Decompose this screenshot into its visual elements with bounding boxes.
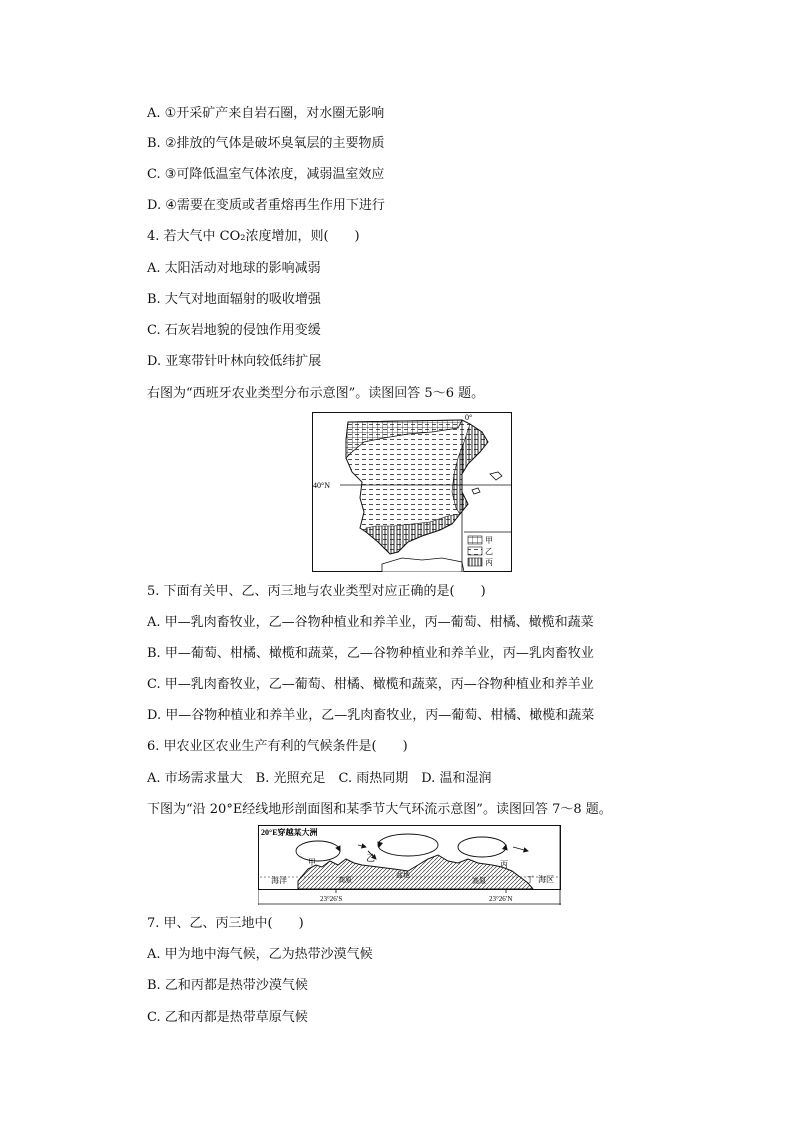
q3-option-a: A. ①开采矿产来自岩石圈，对水圈无影响 [147,106,385,121]
tick-south: 23°26′S [320,895,343,903]
label-bing: 丙 [500,860,508,869]
q6-options: A. 市场需求量大 B. 光照充足 C. 雨热同期 D. 温和湿润 [147,771,492,786]
q4-option-b: B. 大气对地面辐射的吸收增强 [147,292,321,307]
label-sea-area: 海区 [538,875,554,884]
legend-yi: 乙 [485,547,493,556]
q5-option-a: A. 甲—乳肉畜牧业，乙—谷物种植业和养羊业，丙—葡萄、柑橘、橄榄和蔬菜 [147,615,594,630]
q3-option-b: B. ②排放的气体是破坏臭氧层的主要物质 [147,136,385,151]
legend-bing: 丙 [485,558,493,567]
label-ocean: 海洋 [271,876,287,885]
legend-jia: 甲 [485,536,493,545]
q4-option-c: C. 石灰岩地貌的侵蚀作用变缓 [147,323,321,338]
q5-option-c: C. 甲—乳肉畜牧业，乙—葡萄、柑橘、橄榄和蔬菜，丙—谷物种植业和养羊业 [147,677,594,692]
spain-agriculture-map [312,412,512,572]
label-jia: 甲 [308,858,316,867]
profile-intro: 下图为“沿 20°E经线地形剖面图和某季节大气环流示意图”。读图回答 7～8 题。 [147,802,612,817]
q7-option-c: C. 乙和丙都是热带草原气候 [147,1010,308,1025]
q5-option-b: B. 甲—葡萄、柑橘、橄榄和蔬菜，乙—谷物种植业和养羊业，丙—乳肉畜牧业 [147,646,594,661]
terrain-profile-figure [258,825,561,905]
label-plateau-2: 高原 [472,877,486,885]
q5-option-d: D. 甲—谷物种植业和养羊业，乙—乳肉畜牧业，丙—葡萄、柑橘、橄榄和蔬菜 [147,708,595,723]
label-yi: 乙 [366,853,376,863]
q7-option-b: B. 乙和丙都是热带沙漠气候 [147,978,308,993]
lat-label: 40°N [313,481,330,490]
label-basin: 盆地 [396,871,410,879]
q7-option-a: A. 甲为地中海气候，乙为热带沙漠气候 [147,947,373,962]
q3-option-d: D. ④需要在变质或者重熔再生作用下进行 [147,198,385,213]
map-intro: 右图为“西班牙农业类型分布示意图”。读图回答 5～6 题。 [147,386,485,401]
label-plateau-1: 高原 [338,876,352,884]
q4-stem: 4. 若大气中 CO₂浓度增加，则( ) [147,229,360,244]
tick-north: 23°26′N [489,895,513,903]
q3-option-c: C. ③可降低温室气体浓度，减弱温室效应 [147,167,385,182]
label-ding: 丁 [526,875,534,884]
q7-stem: 7. 甲、乙、丙三地中( ) [147,916,304,931]
lon-label: 0° [465,413,473,422]
q4-option-a: A. 太阳活动对地球的影响减弱 [147,261,321,276]
q5-stem: 5. 下面有关甲、乙、丙三地与农业类型对应正确的是( ) [147,584,486,599]
q4-option-d: D. 亚寒带针叶林向较低纬扩展 [147,354,322,369]
profile-title: 20°E穿越某大洲 [261,828,318,837]
q6-stem: 6. 甲农业区农业生产有利的气候条件是( ) [147,739,408,754]
